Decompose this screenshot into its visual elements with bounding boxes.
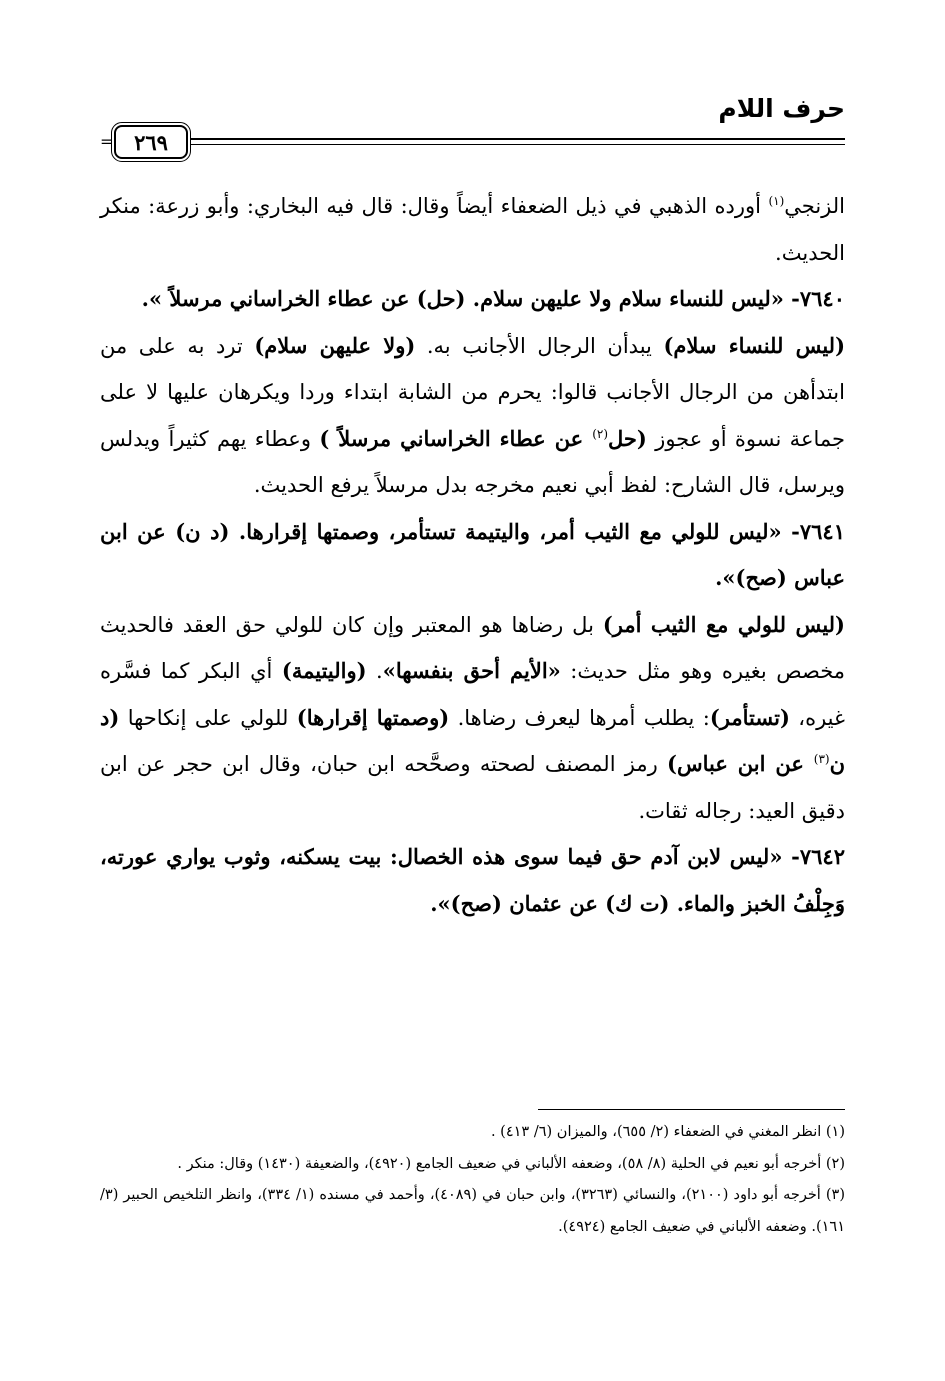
text-run: (واليتيمة) <box>281 658 367 683</box>
paragraph <box>100 323 845 509</box>
text-run: رمز المصنف لصحته وصحَّحه ابن حبان، وقال ابن حجر عن ابن دقيق العيد: رجاله ثقات. <box>100 752 845 823</box>
footnote-1: (١) انظر المغني في الضعفاء (٢/ ٦٥٥)، والميزان (٦/ ٤١٣) . <box>490 1124 845 1140</box>
header-rule-thick <box>190 138 845 140</box>
header-rule-thin <box>190 144 845 145</box>
text-run: الزنجي <box>784 194 845 218</box>
page-number: ٢٦٩ <box>114 125 188 159</box>
text-run: أي البكر كما فسَّره غيره، <box>100 659 845 730</box>
text-run: يبدأن الرجال الأجانب به. <box>415 333 664 358</box>
footnote-marker: (٢) <box>592 426 609 441</box>
text-run: (ليس للنساء سلام) <box>663 332 846 358</box>
text-run: (حل <box>608 425 647 451</box>
paragraph <box>100 602 845 835</box>
running-header <box>100 92 845 155</box>
paragraph <box>100 276 845 323</box>
text-run: ٧٦٤٢- «ليس لابن آدم حق فيما سوى هذه الخصال: بيت يسكنه، وثوب يواري عورته، وَجِلْفُ الخبز والماء. (ت ك) عن عثمان (صح)». <box>100 844 845 916</box>
footnotes <box>100 1117 845 1243</box>
paragraph <box>100 183 845 276</box>
text-run: ٧٦٤٠- «ليس للنساء سلام ولا عليهن سلام. (حل) عن عطاء الخراساني مرسلاً ». <box>141 286 845 311</box>
footnote-marker: (٣) <box>813 752 830 766</box>
text-run: أورده الذهبي في ذيل الضعفاء أيضاً وقال: قال فيه البخاري: وأبو زرعة: منكر الحديث. <box>100 194 845 265</box>
text-run: عن ابن عباس) <box>667 751 814 776</box>
text-run: بل رضاها هو المعتبر وإن كان للولي حق العقد فالحديث مخصص بغيره وهو مثل حديث: <box>100 612 846 683</box>
text-run: «الأيم أحق بنفسها» <box>382 658 561 683</box>
text-run: (ليس للولي مع الثيب أمر) <box>602 611 845 637</box>
text-run: : يطلب أمرها ليعرف رضاها. <box>449 705 710 730</box>
text-run: (ولا عليهن سلام) <box>254 332 416 358</box>
footnote-separator <box>538 1109 845 1110</box>
footnote-2: (٢) أخرجه أبو نعيم في الحلية (٨/ ٥٨)، وضعفه الألباني في ضعيف الجامع (٤٩٢٠)، والضعيفة (١٤٣٠) وقال: منكر . <box>177 1155 845 1172</box>
text-run: وعطاء يهم كثيراً ويدلس ويرسل، قال الشارح: لفظ أبي نعيم مخرجه بدل مرسلاً يرفع الحديث. <box>100 426 845 497</box>
text-run: (وصمتها إقرارها) <box>296 704 450 730</box>
text-run: (تستأمر) <box>709 704 790 730</box>
text-run: عن عطاء الخراساني مرسلاً ) <box>319 425 593 451</box>
text-run: للولي على إنكاحها <box>119 705 297 730</box>
main-text <box>100 183 845 927</box>
text-run: (د ن <box>100 704 845 776</box>
page-number-dash: = <box>100 132 114 151</box>
paragraph <box>100 509 845 602</box>
text-run: . <box>366 659 383 683</box>
footnote-3: (٣) أخرجه أبو داود (٢١٠٠)، والنسائي (٣٢٦٣)، وابن حبان في (٤٠٨٩)، وأحمد في مسنده (١/ ٣٣٤)، وانظر التلخيص الحبير (٣/ ١٦١). وضعفه الألباني في ضعيف الجامع (٤٩٢٤). <box>100 1187 846 1235</box>
text-run: ترد به على من ابتدأهن من الرجال الأجانب قالوا: يحرم من الشابة ابتداء وردا ويكرهان عليها لا على جماعة نسوة أو عجوز <box>100 333 845 451</box>
paragraph <box>100 834 845 927</box>
text-run: ٧٦٤١- «ليس للولي مع الثيب أمر، واليتيمة تستأمر، وصمتها إقرارها. (د ن) عن ابن عباس (صح)». <box>100 518 845 590</box>
chapter-title: حرف اللام <box>718 94 845 123</box>
footnote-marker: (١) <box>768 194 785 208</box>
